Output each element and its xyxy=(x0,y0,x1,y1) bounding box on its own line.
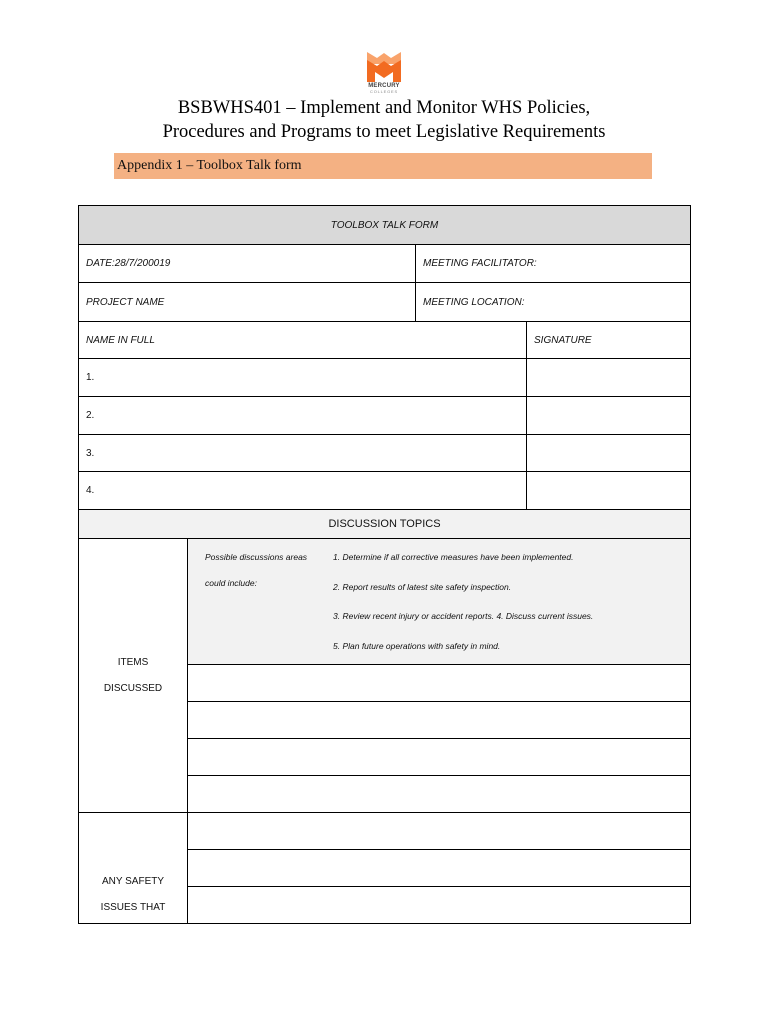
topic-item: 5. Plan future operations with safety in mind. xyxy=(333,640,501,651)
attendee-signature-field[interactable] xyxy=(527,435,691,472)
safety-issues-line-1: ANY SAFETY xyxy=(101,876,165,887)
logo-subtext: COLLEGES xyxy=(370,89,398,94)
logo-wordmark: MERCURY xyxy=(368,83,400,89)
signature-column-header: SIGNATURE xyxy=(527,322,691,359)
topics-list xyxy=(333,551,690,653)
safety-issues-label xyxy=(79,813,188,924)
attendee-signature-field[interactable] xyxy=(527,472,691,510)
discussion-topics-heading: DISCUSSION TOPICS xyxy=(79,510,691,539)
project-name-label: PROJECT NAME xyxy=(86,296,165,308)
row-number: 3. xyxy=(86,447,95,459)
meeting-facilitator-field[interactable] xyxy=(416,245,691,283)
possible-areas-line-2: could include: xyxy=(205,578,257,588)
date-label: DATE:28/7/200019 xyxy=(86,258,171,269)
attendee-signature-field[interactable] xyxy=(527,359,691,397)
attendee-name-field[interactable] xyxy=(79,472,527,510)
discussion-item-field[interactable] xyxy=(188,702,691,739)
items-discussed-line-1: ITEMS xyxy=(117,656,149,668)
items-discussed-label xyxy=(79,539,188,813)
toolbox-talk-form xyxy=(78,205,691,924)
topic-item: 1. Determine if all corrective measures have been implemented. xyxy=(333,552,574,562)
topic-item: 2. Report results of latest site safety inspection. xyxy=(333,581,512,592)
row-number: 1. xyxy=(86,372,95,383)
appendix-banner: Appendix 1 – Toolbox Talk form xyxy=(114,153,652,179)
items-discussed-line-2: DISCUSSED xyxy=(103,682,163,694)
safety-issues-line-2: ISSUES THAT xyxy=(100,902,166,913)
project-name-field[interactable] xyxy=(79,283,416,322)
row-number: 2. xyxy=(86,410,95,421)
name-column-header: NAME IN FULL xyxy=(79,322,527,359)
safety-issue-field[interactable] xyxy=(188,850,691,887)
document-title-line-2: Procedures and Programs to meet Legislative Requirements xyxy=(162,122,606,142)
document-title-line-1: BSBWHS401 – Implement and Monitor WHS Policies, xyxy=(177,98,591,118)
safety-issue-field[interactable] xyxy=(188,887,691,924)
attendee-name-field[interactable] xyxy=(79,435,527,472)
meeting-facilitator-label: MEETING FACILITATOR: xyxy=(423,258,537,269)
row-number: 4. xyxy=(86,485,95,496)
meeting-location-label: MEETING LOCATION: xyxy=(423,296,525,308)
form-heading: TOOLBOX TALK FORM xyxy=(79,206,691,245)
discussion-item-field[interactable] xyxy=(188,665,691,702)
safety-issue-field[interactable] xyxy=(188,813,691,850)
discussion-topics-guidance xyxy=(188,539,691,665)
date-field[interactable] xyxy=(79,245,416,283)
attendee-name-field[interactable] xyxy=(79,359,527,397)
topic-item: 3. Review recent injury or accident reports. 4. Discuss current issues. xyxy=(333,611,594,621)
discussion-item-field[interactable] xyxy=(188,776,691,813)
possible-areas-text xyxy=(205,544,333,653)
meeting-location-field[interactable] xyxy=(416,283,691,322)
attendee-signature-field[interactable] xyxy=(527,397,691,435)
discussion-item-field[interactable] xyxy=(188,739,691,776)
possible-areas-line-1: Possible discussions areas xyxy=(205,552,308,562)
attendee-name-field[interactable] xyxy=(79,397,527,435)
